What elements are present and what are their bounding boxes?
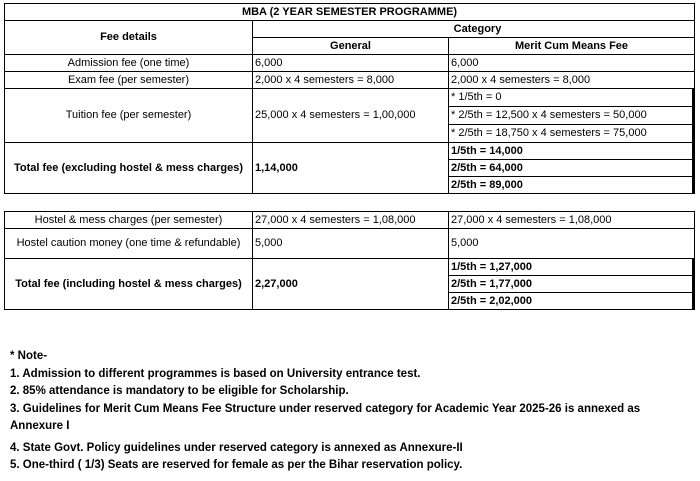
note-item: 2. 85% attendance is mandatory to be eligible for Scholarship. xyxy=(10,385,349,397)
note-item: 1. Admission to different programmes is based on University entrance test. xyxy=(10,367,421,380)
fee-table-main xyxy=(4,3,695,194)
total-excl-label: Total fee (excluding hostel & mess charges) xyxy=(5,143,253,194)
exam-fee-general: 2,000 x 4 semesters = 8,000 xyxy=(253,72,449,89)
tuition-fee-label: Tuition fee (per semester) xyxy=(5,89,253,143)
table-title: MBA (2 YEAR SEMESTER PROGRAMME) xyxy=(5,4,695,21)
hostel-mess-merit: 27,000 x 4 semesters = 1,08,000 xyxy=(449,212,695,229)
total-incl-merit-line: 2/5th = 1,77,000 xyxy=(449,276,694,293)
total-incl-merit-line: 1/5th = 1,27,000 xyxy=(449,259,694,276)
general-header: General xyxy=(253,38,449,55)
notes-heading: * Note- xyxy=(10,350,48,362)
admission-fee-general: 6,000 xyxy=(253,55,449,72)
total-excl-merit-line: 2/5th = 89,000 xyxy=(449,177,694,193)
total-excl-merit-line: 2/5th = 64,000 xyxy=(449,160,694,177)
fee-table-hostel xyxy=(4,211,695,310)
note-item: 3. Guidelines for Merit Cum Means Fee Structure under reserved category for Academic Year 2025-26 is annexed as xyxy=(10,402,641,415)
admission-fee-merit: 6,000 xyxy=(449,55,695,72)
exam-fee-label: Exam fee (per semester) xyxy=(5,72,253,89)
hostel-mess-label: Hostel & mess charges (per semester) xyxy=(5,212,253,229)
note-item: 4. State Govt. Policy guidelines under reserved category is annexed as Annexure-II xyxy=(10,441,463,454)
notes-section xyxy=(10,348,640,475)
total-excl-general: 1,14,000 xyxy=(253,143,449,194)
category-header: Category xyxy=(253,21,695,38)
note-item: 5. One-third ( 1/3) Seats are reserved for female as per the Bihar reservation policy. xyxy=(10,459,463,471)
tuition-merit-line: * 2/5th = 18,750 x 4 semesters = 75,000 xyxy=(449,125,694,142)
total-incl-merit-line: 2/5th = 2,02,000 xyxy=(449,293,694,309)
tuition-fee-general: 25,000 x 4 semesters = 1,00,000 xyxy=(253,89,449,143)
tuition-merit-line: * 2/5th = 12,500 x 4 semesters = 50,000 xyxy=(449,107,694,125)
fee-details-header: Fee details xyxy=(5,21,253,55)
exam-fee-merit: 2,000 x 4 semesters = 8,000 xyxy=(449,72,695,89)
merit-header: Merit Cum Means Fee xyxy=(449,38,695,55)
hostel-mess-general: 27,000 x 4 semesters = 1,08,000 xyxy=(253,212,449,229)
caution-money-general: 5,000 xyxy=(253,229,449,259)
total-incl-merit xyxy=(449,259,695,310)
tuition-fee-merit xyxy=(449,89,695,143)
caution-money-merit: 5,000 xyxy=(449,229,695,259)
total-incl-general: 2,27,000 xyxy=(253,259,449,310)
admission-fee-label: Admission fee (one time) xyxy=(5,55,253,72)
total-excl-merit-line: 1/5th = 14,000 xyxy=(449,143,694,160)
caution-money-label: Hostel caution money (one time & refundable) xyxy=(5,229,253,259)
total-excl-merit xyxy=(449,143,695,194)
note-item: Annexure I xyxy=(10,420,70,432)
tuition-merit-line: * 1/5th = 0 xyxy=(449,89,694,107)
total-incl-label: Total fee (including hostel & mess charges) xyxy=(5,259,253,310)
